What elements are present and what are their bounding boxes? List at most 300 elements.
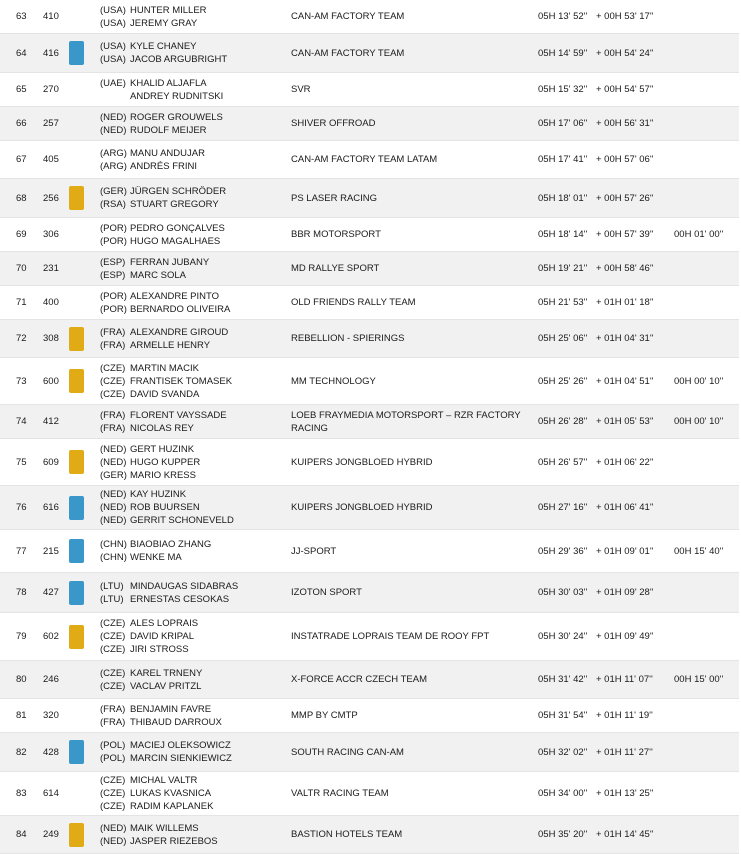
penalty-cell	[674, 107, 734, 140]
crew-member	[100, 680, 280, 693]
vehicle-icon-cell	[66, 816, 86, 853]
nationality: (NED)	[100, 835, 127, 847]
stage-time: 05H 25' 06''	[538, 333, 588, 344]
nationality: (POL)	[100, 753, 126, 764]
crew-name: ROGER GROUWELS	[130, 111, 223, 123]
nationality: (LTU)	[100, 580, 124, 592]
gap-cell	[596, 107, 666, 140]
penalty-cell	[674, 405, 734, 438]
crew-member	[100, 160, 280, 173]
crew-cell	[100, 218, 280, 251]
gap-cell	[596, 772, 666, 815]
crew-member	[100, 443, 280, 456]
crew-name: LUKAS KVASNICA	[130, 788, 212, 799]
penalty-cell	[674, 772, 734, 815]
team-cell	[291, 573, 521, 612]
truck-icon	[69, 823, 84, 847]
penalty-cell	[674, 0, 734, 33]
crew-cell	[100, 439, 280, 485]
crew-name: KAY HUZINK	[130, 489, 187, 500]
vehicle-icon-cell	[66, 699, 86, 732]
race-number: 616	[43, 502, 59, 513]
position: 63	[16, 11, 27, 22]
position-cell	[16, 699, 40, 732]
crew-name: FLORENT VAYSSADE	[130, 409, 227, 421]
crew-member	[100, 593, 280, 606]
crew-name: BERNARDO OLIVEIRA	[130, 303, 231, 315]
table-row[interactable]	[0, 218, 739, 252]
crew-member	[100, 339, 280, 352]
time-gap: + 01H 04' 31''	[596, 333, 654, 344]
position: 72	[16, 333, 27, 344]
table-row[interactable]	[0, 34, 739, 73]
crew-member	[100, 40, 280, 53]
team-name: LOEB FRAYMEDIA MOTORSPORT – RZR FACTORY RACING	[291, 409, 521, 434]
crew-name: JEREMY GRAY	[130, 17, 198, 29]
nationality: (ARG)	[100, 160, 127, 172]
table-row[interactable]	[0, 141, 739, 179]
crew-member	[100, 17, 280, 30]
table-row[interactable]	[0, 486, 739, 530]
crew-member	[100, 53, 280, 66]
crew-name: GERRIT SCHONEVELD	[130, 515, 234, 526]
race-number: 427	[43, 587, 59, 598]
crew-member	[100, 303, 280, 316]
time-cell	[538, 816, 596, 853]
gap-cell	[596, 286, 666, 319]
team-name: MM TECHNOLOGY	[291, 375, 376, 387]
position: 68	[16, 192, 27, 204]
crew-name: ARMELLE HENRY	[130, 339, 211, 351]
vehicle-icon-cell	[66, 286, 86, 319]
nationality: (USA)	[100, 4, 126, 16]
crew-member	[100, 422, 280, 435]
gap-cell	[596, 661, 666, 698]
time-gap: + 01H 01' 18''	[596, 297, 654, 308]
time-cell	[538, 34, 596, 72]
truck-icon	[69, 450, 84, 474]
race-number: 231	[43, 263, 59, 274]
stage-time: 05H 26' 57''	[538, 456, 588, 468]
time-cell	[538, 439, 596, 485]
table-row[interactable]	[0, 733, 739, 772]
crew-name: NICOLAS REY	[130, 422, 194, 434]
penalty: 00H 15' 00''	[674, 674, 724, 685]
crew-member	[100, 617, 280, 630]
crew-name: DAVID KRIPAL	[130, 631, 195, 642]
position: 64	[16, 47, 27, 59]
vehicle-icon-cell	[66, 320, 86, 357]
position-cell	[16, 252, 40, 285]
race-number: 400	[43, 297, 59, 308]
penalty-cell	[674, 286, 734, 319]
crew-cell	[100, 405, 280, 438]
position: 70	[16, 263, 27, 274]
crew-name: JACOB ARGUBRIGHT	[130, 54, 228, 65]
crew-cell	[100, 179, 280, 217]
team-cell	[291, 772, 521, 815]
time-cell	[538, 699, 596, 732]
nationality: (POR)	[100, 303, 127, 315]
crew-name: HUGO MAGALHAES	[130, 235, 221, 247]
team-cell	[291, 107, 521, 140]
time-gap: + 01H 04' 51''	[596, 375, 654, 387]
crew-cell	[100, 34, 280, 72]
gap-cell	[596, 816, 666, 853]
time-gap: + 00H 54' 24''	[596, 47, 654, 59]
crew-name: HUGO KUPPER	[130, 456, 201, 468]
crew-member	[100, 800, 280, 813]
position-cell	[16, 613, 40, 660]
gap-cell	[596, 733, 666, 771]
crew-member	[100, 501, 280, 514]
position: 77	[16, 545, 27, 557]
vehicle-icon-cell	[66, 772, 86, 815]
race-number: 270	[43, 84, 59, 95]
table-row[interactable]	[0, 613, 739, 661]
nationality: (GER)	[100, 469, 127, 481]
position: 79	[16, 631, 27, 642]
position: 71	[16, 297, 27, 308]
nationality: (POR)	[100, 290, 127, 302]
team-cell	[291, 699, 521, 732]
time-cell	[538, 179, 596, 217]
crew-member	[100, 643, 280, 656]
crew-name: DAVID SVANDA	[130, 388, 200, 400]
time-cell	[538, 218, 596, 251]
crew-name: ALEXANDRE GIROUD	[130, 326, 229, 338]
team-cell	[291, 816, 521, 853]
team-cell	[291, 733, 521, 771]
nationality: (UAE)	[100, 77, 126, 89]
table-row[interactable]	[0, 816, 739, 854]
position-cell	[16, 0, 40, 33]
crew-member	[100, 667, 280, 680]
team-name: KUIPERS JONGBLOED HYBRID	[291, 502, 433, 513]
crew-member	[100, 256, 280, 269]
crew-member	[100, 147, 280, 160]
nationality: (CHN)	[100, 539, 127, 550]
table-row[interactable]	[0, 405, 739, 439]
crew-member	[100, 198, 280, 211]
team-cell	[291, 405, 521, 438]
crew-member	[100, 488, 280, 501]
stage-time: 05H 25' 26''	[538, 375, 588, 387]
position-cell	[16, 73, 40, 106]
team-cell	[291, 530, 521, 572]
crew-cell	[100, 613, 280, 660]
table-row[interactable]	[0, 0, 739, 34]
time-gap: + 01H 09' 28''	[596, 587, 654, 598]
vehicle-icon-cell	[66, 486, 86, 529]
penalty-cell	[674, 613, 734, 660]
crew-name: BENJAMIN FAVRE	[130, 703, 212, 715]
crew-name: JÜRGEN SCHRÖDER	[130, 186, 227, 197]
penalty-cell	[674, 573, 734, 612]
crew-name: MACIEJ OLEKSOWICZ	[130, 740, 231, 751]
time-cell	[538, 530, 596, 572]
stage-time: 05H 17' 41''	[538, 154, 588, 165]
nationality: (NED)	[100, 111, 127, 123]
team-name: MD RALLYE SPORT	[291, 263, 380, 274]
race-number: 412	[43, 416, 59, 427]
crew-member	[100, 580, 280, 593]
crew-cell	[100, 107, 280, 140]
crew-name: STUART GREGORY	[130, 199, 219, 210]
crew-name: ERNESTAS CESOKAS	[130, 593, 230, 605]
position: 66	[16, 118, 27, 129]
table-row[interactable]	[0, 252, 739, 286]
team-name: PS LASER RACING	[291, 192, 378, 204]
team-name: CAN-AM FACTORY TEAM	[291, 47, 405, 59]
team-name: BBR MOTORSPORT	[291, 229, 381, 240]
stage-time: 05H 14' 59''	[538, 47, 588, 59]
crew-cell	[100, 699, 280, 732]
stage-time: 05H 19' 21''	[538, 263, 588, 274]
gap-cell	[596, 358, 666, 404]
gap-cell	[596, 252, 666, 285]
ssv-icon	[69, 581, 84, 605]
stage-time: 05H 35' 20''	[538, 829, 588, 840]
crew-name: THIBAUD DARROUX	[130, 716, 222, 728]
crew-member	[100, 222, 280, 235]
nationality: (RSA)	[100, 199, 126, 210]
time-cell	[538, 252, 596, 285]
crew-name: PEDRO GONÇALVES	[130, 222, 225, 234]
truck-icon	[69, 186, 84, 210]
crew-cell	[100, 733, 280, 771]
crew-member	[100, 409, 280, 422]
time-gap: + 01H 11' 27''	[596, 746, 653, 758]
team-name: VALTR RACING TEAM	[291, 788, 389, 799]
time-cell	[538, 772, 596, 815]
table-row[interactable]	[0, 439, 739, 486]
position: 83	[16, 788, 27, 799]
table-row[interactable]	[0, 320, 739, 358]
vehicle-icon-cell	[66, 405, 86, 438]
time-cell	[538, 141, 596, 178]
crew-name: ANDREY RUDNITSKI	[130, 90, 224, 102]
crew-cell	[100, 661, 280, 698]
table-row[interactable]	[0, 73, 739, 107]
time-cell	[538, 486, 596, 529]
nationality: (POL)	[100, 740, 126, 751]
penalty-cell	[674, 699, 734, 732]
time-gap: + 00H 56' 31''	[596, 118, 654, 129]
position-cell	[16, 733, 40, 771]
penalty: 00H 15' 40''	[674, 545, 724, 557]
nationality: (NED)	[100, 124, 127, 136]
time-gap: + 00H 53' 17''	[596, 11, 654, 22]
stage-time: 05H 30' 24''	[538, 631, 588, 642]
table-row[interactable]	[0, 179, 739, 218]
table-row[interactable]	[0, 286, 739, 320]
vehicle-icon-cell	[66, 439, 86, 485]
crew-name: FERRAN JUBANY	[130, 256, 210, 268]
ssv-icon	[69, 496, 84, 520]
crew-member	[100, 290, 280, 303]
crew-cell	[100, 358, 280, 404]
nationality: (FRA)	[100, 422, 126, 434]
nationality: (FRA)	[100, 409, 126, 421]
position: 74	[16, 416, 27, 427]
crew-member	[100, 774, 280, 787]
stage-time: 05H 32' 02''	[538, 746, 588, 758]
position-cell	[16, 439, 40, 485]
table-row[interactable]	[0, 530, 739, 573]
race-number: 405	[43, 154, 59, 165]
crew-name: WENKE MA	[130, 552, 182, 563]
nationality: (GER)	[100, 186, 127, 197]
penalty-cell	[674, 34, 734, 72]
gap-cell	[596, 141, 666, 178]
race-number: 600	[43, 375, 59, 387]
race-number: 609	[43, 456, 59, 468]
table-row[interactable]	[0, 699, 739, 733]
crew-name: MANU ANDUJAR	[130, 147, 205, 159]
team-name: MMP BY CMTP	[291, 710, 358, 721]
gap-cell	[596, 486, 666, 529]
time-gap: + 00H 57' 39''	[596, 229, 654, 240]
crew-name: KHALID ALJAFLA	[130, 77, 207, 89]
crew-cell	[100, 320, 280, 357]
position-cell	[16, 530, 40, 572]
crew-member	[100, 269, 280, 282]
nationality: (CHN)	[100, 552, 127, 563]
gap-cell	[596, 320, 666, 357]
crew-name: MAIK WILLEMS	[130, 822, 199, 834]
race-number: 306	[43, 229, 59, 240]
time-gap: + 01H 09' 01''	[596, 545, 654, 557]
team-cell	[291, 661, 521, 698]
nationality: (ESP)	[100, 269, 126, 281]
position: 73	[16, 375, 27, 387]
stage-time: 05H 15' 32''	[538, 84, 588, 95]
table-row[interactable]	[0, 358, 739, 405]
time-gap: + 01H 06' 22''	[596, 456, 654, 468]
crew-member	[100, 124, 280, 137]
ssv-icon	[69, 539, 84, 563]
ssv-icon	[69, 41, 84, 65]
crew-cell	[100, 252, 280, 285]
crew-member	[100, 630, 280, 643]
team-name: JJ-SPORT	[291, 545, 337, 557]
stage-time: 05H 34' 00''	[538, 788, 588, 799]
crew-name: KYLE CHANEY	[130, 41, 197, 52]
team-name: INSTATRADE LOPRAIS TEAM DE ROOY FPT	[291, 631, 490, 642]
time-gap: + 00H 58' 46''	[596, 263, 654, 274]
position-cell	[16, 34, 40, 72]
nationality: (FRA)	[100, 339, 126, 351]
penalty-cell	[674, 733, 734, 771]
penalty-cell	[674, 252, 734, 285]
position-cell	[16, 218, 40, 251]
vehicle-icon-cell	[66, 613, 86, 660]
crew-member	[100, 787, 280, 800]
position-cell	[16, 573, 40, 612]
crew-member	[100, 835, 280, 848]
truck-icon	[69, 625, 84, 649]
gap-cell	[596, 218, 666, 251]
crew-name: KAREL TRNENY	[130, 667, 203, 679]
nationality: (CZE)	[100, 775, 126, 786]
nationality: (CZE)	[100, 375, 126, 387]
nationality: (CZE)	[100, 644, 126, 655]
race-number: 308	[43, 333, 59, 344]
table-row[interactable]	[0, 573, 739, 613]
position: 82	[16, 746, 27, 758]
crew-name: MARTIN MACIK	[130, 362, 199, 374]
position: 67	[16, 154, 27, 165]
penalty: 00H 00' 10''	[674, 416, 724, 427]
team-cell	[291, 286, 521, 319]
table-row[interactable]	[0, 107, 739, 141]
crew-name: FRANTISEK TOMASEK	[130, 375, 233, 387]
nationality: (NED)	[100, 456, 127, 468]
position: 69	[16, 229, 27, 240]
crew-cell	[100, 0, 280, 33]
crew-name: MARIO KRESS	[130, 469, 196, 481]
gap-cell	[596, 573, 666, 612]
penalty-cell	[674, 218, 734, 251]
time-cell	[538, 733, 596, 771]
crew-cell	[100, 73, 280, 106]
crew-member	[100, 375, 280, 388]
vehicle-icon-cell	[66, 733, 86, 771]
vehicle-icon-cell	[66, 358, 86, 404]
time-gap: + 00H 54' 57''	[596, 84, 654, 95]
gap-cell	[596, 0, 666, 33]
time-cell	[538, 661, 596, 698]
stage-time: 05H 18' 01''	[538, 192, 588, 204]
time-cell	[538, 107, 596, 140]
position-cell	[16, 286, 40, 319]
crew-member	[100, 90, 280, 103]
team-cell	[291, 179, 521, 217]
gap-cell	[596, 73, 666, 106]
nationality: (POR)	[100, 222, 127, 234]
penalty-cell	[674, 439, 734, 485]
time-gap: + 01H 09' 49''	[596, 631, 654, 642]
nationality: (ESP)	[100, 256, 126, 268]
position: 80	[16, 674, 27, 685]
team-name: SOUTH RACING CAN-AM	[291, 746, 404, 758]
position-cell	[16, 816, 40, 853]
team-cell	[291, 252, 521, 285]
crew-name: BIAOBIAO ZHANG	[130, 539, 212, 550]
crew-member	[100, 514, 280, 527]
time-cell	[538, 286, 596, 319]
penalty-cell	[674, 661, 734, 698]
crew-name: MARC SOLA	[130, 269, 186, 281]
position: 75	[16, 456, 27, 468]
penalty-cell	[674, 816, 734, 853]
team-cell	[291, 439, 521, 485]
position: 65	[16, 84, 27, 95]
nationality: (FRA)	[100, 326, 126, 338]
crew-cell	[100, 141, 280, 178]
time-gap: + 00H 57' 26''	[596, 192, 654, 204]
time-gap: + 01H 11' 19''	[596, 710, 653, 721]
table-row[interactable]	[0, 772, 739, 816]
team-name: REBELLION - SPIERINGS	[291, 333, 405, 344]
crew-member	[100, 456, 280, 469]
table-row[interactable]	[0, 661, 739, 699]
gap-cell	[596, 613, 666, 660]
vehicle-icon-cell	[66, 107, 86, 140]
crew-name: RADIM KAPLANEK	[130, 801, 214, 812]
nationality: (NED)	[100, 822, 127, 834]
